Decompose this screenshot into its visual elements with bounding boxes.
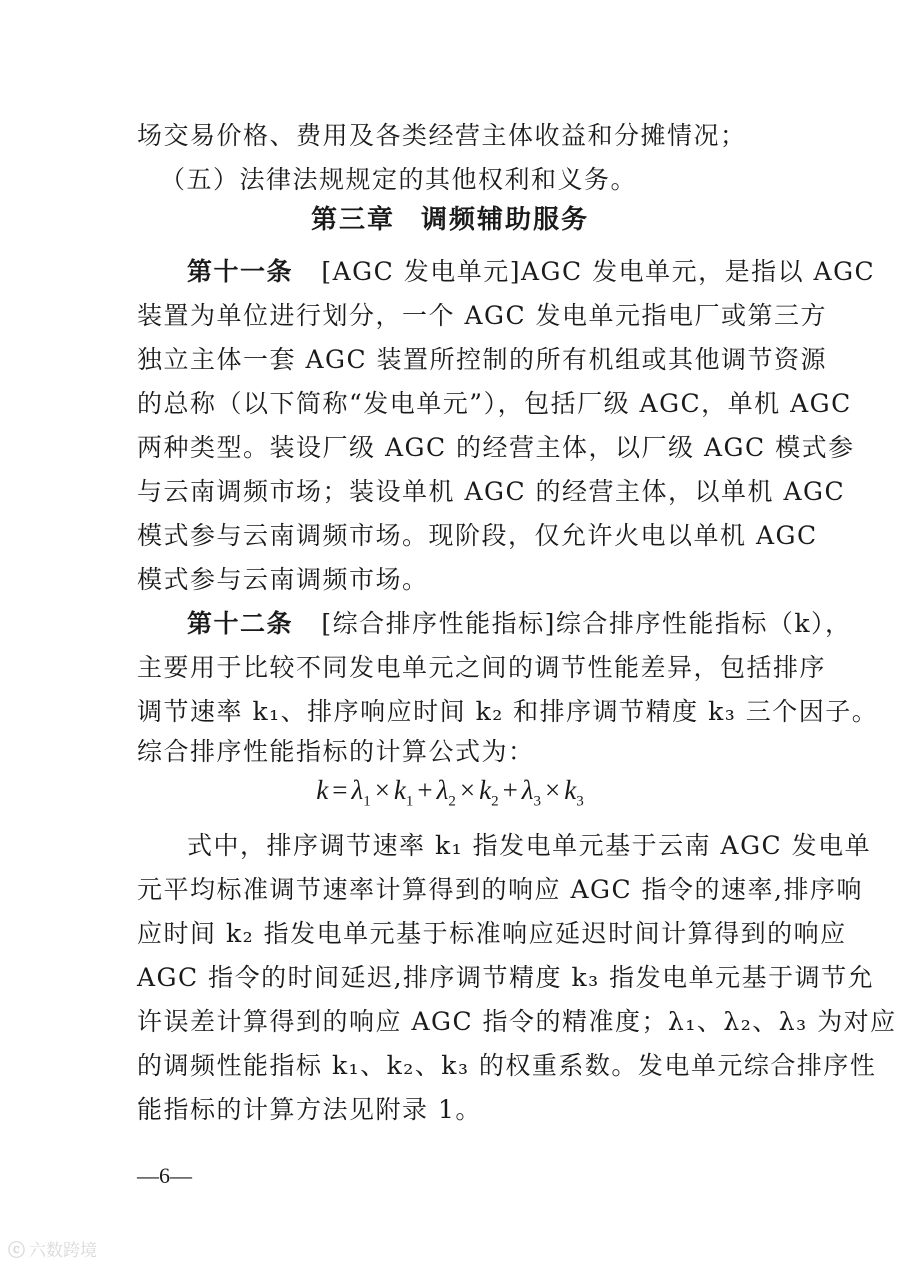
watermark-text: 六数跨境 (29, 1241, 97, 1261)
text-line: 主要用于比较不同发电单元之间的调节性能差异，包括排序 (137, 653, 827, 682)
formula-plus: + (502, 775, 518, 805)
text-line: 调节速率 k₁、排序响应时间 k₂ 和排序调节精度 k₃ 三个因子。 (137, 697, 879, 726)
text-line: 许误差计算得到的响应 AGC 指令的精准度；λ₁、λ₂、λ₃ 为对应 (137, 1007, 897, 1036)
text-line: AGC 指令的时间延迟,排序调节精度 k₃ 指发电单元基于调节允 (137, 963, 875, 992)
text-line: （五）法律法规规定的其他权利和义务。 (160, 165, 638, 194)
watermark-logo-icon: ⓒ (8, 1241, 25, 1261)
article-12-first-line (187, 602, 852, 646)
formula-times: × (545, 775, 561, 805)
text-line: 两种类型。装设厂级 AGC 的经营主体，以厂级 AGC 模式参 (137, 433, 855, 462)
text-line: 与云南调频市场；装设单机 AGC 的经营主体，以单机 AGC (137, 477, 846, 506)
formula-sub: 1 (405, 793, 414, 810)
formula-sub: 2 (448, 793, 456, 810)
formula-lambda: λ (436, 775, 449, 805)
text-line: 模式参与云南调频市场。 (137, 565, 429, 594)
formula-sub: 3 (533, 793, 541, 810)
formula-sub: 3 (576, 793, 584, 810)
formula-plus: + (417, 775, 433, 805)
text-line: 的调频性能指标 k₁、k₂、k₃ 的权重系数。发电单元综合排序性 (137, 1051, 877, 1080)
text-line: 场交易价格、费用及各类经营主体收益和分摊情况； (137, 121, 747, 150)
chapter-name: 调频辅助服务 (421, 205, 590, 235)
formula-lambda: λ (351, 775, 364, 805)
text-line: 综合排序性能指标的计算公式为： (137, 737, 535, 766)
text-line: 模式参与云南调频市场。现阶段，仅允许火电以单机 AGC (137, 521, 818, 550)
text-line: 能指标的计算方法见附录 1。 (137, 1095, 482, 1124)
formula (0, 768, 900, 823)
article-11-first-line (187, 250, 876, 294)
chapter-title (0, 198, 900, 242)
page-number: —6— (137, 1163, 192, 1188)
chapter-number: 第三章 (310, 205, 395, 235)
article-text: [综合排序性能指标]综合排序性能指标（k）， (321, 609, 852, 638)
text-line: 装置为单位进行划分，一个 AGC 发电单元指电厂或第三方 (137, 301, 828, 330)
article-label: 第十一条 (187, 257, 294, 286)
watermark (8, 1238, 97, 1264)
formula-sub: 1 (363, 793, 371, 810)
formula-sub: 2 (491, 793, 499, 810)
formula-times: × (459, 775, 476, 805)
text-line: 元平均标准调节速率计算得到的响应 AGC 指令的速率,排序响 (137, 875, 863, 904)
text-line: 独立主体一套 AGC 装置所控制的所有机组或其他调节资源 (137, 345, 828, 374)
text-line: 式中，排序调节速率 k₁ 指发电单元基于云南 AGC 发电单 (187, 831, 872, 860)
formula-k: k (479, 775, 492, 805)
article-label: 第十二条 (187, 609, 294, 638)
text-line: 应时间 k₂ 指发电单元基于标准响应延迟时间计算得到的响应 (137, 919, 847, 948)
article-text: [AGC 发电单元]AGC 发电单元，是指以 AGC (321, 257, 876, 286)
text-line: 的总称（以下简称“发电单元”），包括厂级 AGC，单机 AGC (137, 389, 852, 418)
formula-k: k (316, 775, 329, 805)
formula-eq: = (332, 775, 348, 805)
formula-k: k (564, 775, 577, 805)
formula-k: k (393, 775, 406, 805)
formula-times: × (374, 775, 390, 805)
formula-lambda: λ (521, 775, 534, 805)
